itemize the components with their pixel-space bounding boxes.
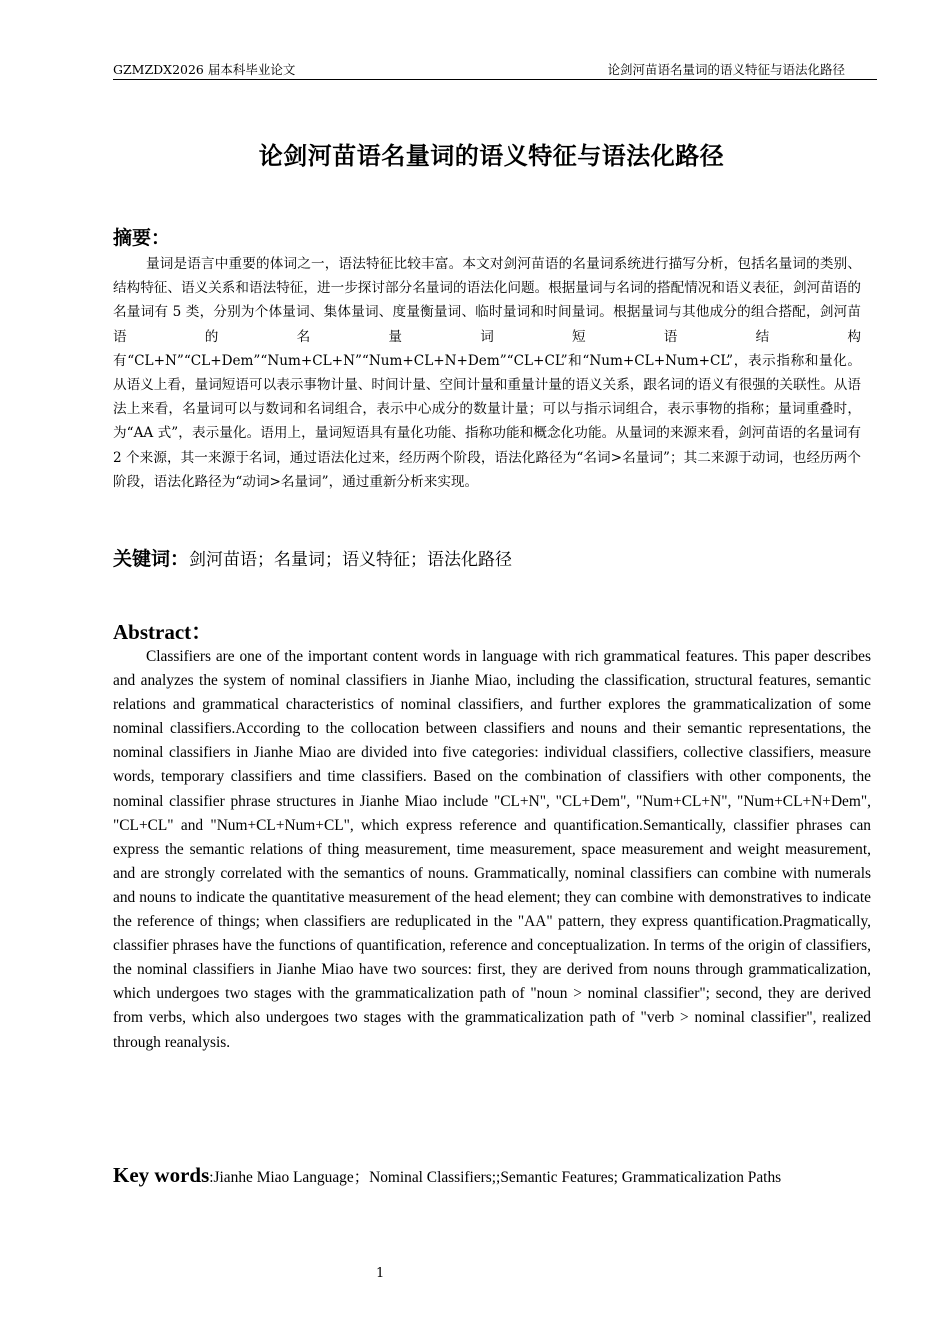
- keywords-en-label: Key words: [113, 1163, 210, 1187]
- page-header: [113, 60, 877, 80]
- header-left: GZMZDX2026 届本科毕业论文: [113, 62, 296, 77]
- abstract-cn-body: 量词是语言中重要的体词之一，语法特征比较丰富。本文对剑河苗语的名量词系统进行描写分析，包括名量词的类别、结构特征、语义关系和语法特征，进一步探讨部分名量词的语法化问题。根据量词与名词的搭配情况和语义表征，剑河苗语的名量词有 5 类，分别为个体量词、集体量词、度量衡量词、临时量词和时间量词。根据量词与其他成分的组合搭配，剑河苗语的名量词短语结构有“CL+N”“CL+Dem”“Num+CL+N”“Num+CL+N+Dem”“CL+CL”和“Num+CL+Num+CL”，表示指称和量化。从语义上看，量词短语可以表示事物计量、时间计量、空间计量和重量计量的语义关系，跟名词的语义有很强的关联性。从语法上来看，名量词可以与数词和名词组合，表示中心成分的数量计量；可以与指示词组合，表示事物的指称；量词重叠时，为“AA 式”，表示量化。语用上，量词短语具有量化功能、指称功能和概念化功能。从量词的来源来看，剑河苗语的名量词有 2 个来源，其一来源于名词，通过语法化过来，经历两个阶段，语法化路径为“名词>名量词”；其二来源于动词，也经历两个阶段，语法化路径为“动词>名量词”，通过重新分析来实现。: [113, 256, 861, 490]
- paper-title: 论剑河苗语名量词的语义特征与语法化路径: [258, 142, 725, 170]
- keywords-en-value: :Jianhe Miao Language；Nominal Classifiers;;Semantic Features; Grammaticalization Paths: [209, 1169, 782, 1186]
- page-number: 1: [376, 1266, 385, 1281]
- keywords-cn-label: 关键词：: [113, 548, 190, 570]
- abstract-en-heading: Abstract：: [113, 620, 213, 644]
- keywords-cn-value: 剑河苗语；名量词；语义特征；语法化路径: [189, 550, 513, 570]
- keywords-cn: [113, 544, 512, 571]
- abstract-en-body: Classifiers are one of the important content words in language with rich grammatical features. This paper describes and analyzes the system of nominal classifiers in Jianhe Miao, including the classification, structural features, semantic relations and grammatical characteristics of nominal classifiers, and further explores the grammaticalization of some nominal classifiers.According to the collocation between classifiers and nouns and their semantic representations, the nominal classifiers in Jianhe Miao are divided into five categories: individual classifiers, collective classifiers, measure words, temporary classifiers and time classifiers. Based on the combination of classifiers with other components, the nominal classifier phrase structures in Jianhe Miao include "CL+N", "CL+Dem", "Num+CL+N", "Num+CL+N+Dem", "CL+CL" and "Num+CL+Num+CL", which express reference and quantification.Semantically, classifier phrases can express the semantic relations of thing measurement, time measurement, space measurement and weight measurement, and are strongly correlated with the semantics of nouns. Grammatically, nominal classifiers can combine with numerals and nouns to indicate the quantitative measurement of the head element; they can combine with demonstratives to indicate the reference of things; when classifiers are reduplicated in the "AA" pattern, they express quantification.Pragmatically, classifier phrases have the functions of quantification, reference and conceptualization. In terms of the origin of classifiers, the nominal classifiers in Jianhe Miao have two sources: first, they are derived from nouns through grammaticalization, which undergoes two stages with the grammaticalization path of "noun > nominal classifier"; second, they are derived from verbs, which also undergoes two stages with the grammaticalization path of "verb > nominal classifier", realized through reanalysis.: [113, 648, 871, 1051]
- header-right: 论剑河苗语名量词的语义特征与语法化路径: [607, 62, 845, 77]
- keywords-en: [113, 1163, 871, 1188]
- abstract-cn-heading: 摘要：: [113, 227, 171, 249]
